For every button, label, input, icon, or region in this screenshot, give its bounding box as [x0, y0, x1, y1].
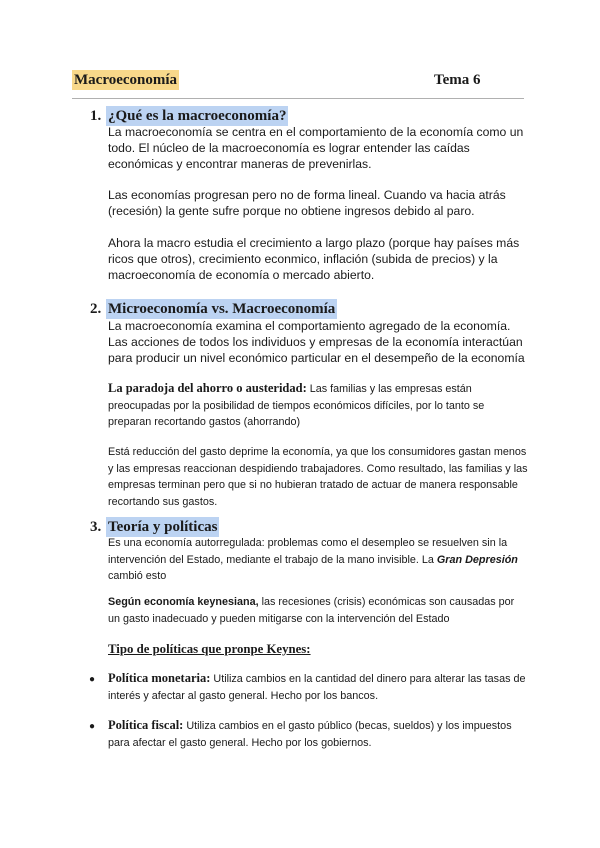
paradox-paragraph — [108, 380, 528, 431]
paradox-term: La paradoja del ahorro o austeridad: — [108, 381, 307, 395]
bullet-monetary-policy — [108, 670, 528, 704]
section-1-title: ¿Qué es la macroeconomía? — [108, 108, 287, 124]
monetary-text: Utiliza cambios en la cantidad del dinero para alterar las tasas de interés y afectar al gasto general. Hecho por los bancos. — [108, 673, 526, 702]
monetary-term: Política monetaria: — [108, 671, 211, 685]
section-2-title: Microeconomía vs. Macroeconomía — [108, 301, 336, 317]
section-1-paragraph-3: Ahora la macro estudia el crecimiento a largo plazo (porque hay países más ricos que otros), crecimiento econmico, inflación (subida de precios) y la macroeconomía de economía o mercado abierto. — [108, 236, 520, 282]
intro-text: Es una economía autorregulada: problemas como el desempleo se resuelven sin la intervención del Estado, mediante el trabajo de la mano invisible. La — [108, 537, 508, 566]
bullet-dot-icon: ● — [89, 674, 96, 685]
intro-text-end: cambió esto — [108, 570, 167, 582]
fiscal-text: Utiliza cambios en el gasto público (becas, sueldos) y los impuestos para afectar el gasto general. Hecho por los gobiernos. — [108, 720, 512, 749]
document-title: Macroeconomía — [74, 72, 178, 88]
effect-paragraph: Está reducción del gasto deprime la economía, ya que los consumidores gastan menos y las empresas reaccionan despidiendo trabajadores. Como resultado, las familias y las empresas terminan pero que si no hubieran tratado de actuar de manera responsable recortando sus gastos. — [108, 446, 528, 508]
bullet-fiscal-policy — [108, 717, 528, 751]
gran-depresion: Gran Depresión — [436, 553, 518, 566]
keynes-text: las recesiones (crisis) económicas son causadas por un gasto inadecuado y pueden mitigarse con la intervención del Estado — [108, 596, 515, 625]
keynes-paragraph — [108, 594, 528, 627]
topic-label: Tema 6 — [434, 72, 481, 88]
section-1-paragraph-1: La macroeconomía se centra en el comportamiento de la economía como un todo. El núcleo de la macroeconomía es lograr entender las caídas económicas y encontrar maneras de prevenirlas. — [108, 125, 524, 171]
bullet-dot-icon: ● — [89, 721, 96, 732]
section-3-intro — [108, 535, 528, 585]
fiscal-term: Política fiscal: — [108, 718, 184, 732]
section-2-number: 2. — [90, 301, 102, 317]
header-divider — [72, 98, 524, 99]
policy-subheading: Tipo de políticas que pronpe Keynes: — [108, 642, 311, 656]
section-3-number: 3. — [90, 519, 102, 535]
keynes-term: Según economía keynesiana, — [108, 596, 259, 608]
paradox-text: Las familias y las empresas están preocupadas por la posibilidad de tiempos económicos difíciles, por lo tanto se preparan recortando gastos (ahorrando) — [108, 383, 485, 428]
section-2-paragraph: La macroeconomía examina el comportamiento agregado de la economía. Las acciones de todos los individuos y empresas de la economía interactúan para producir un nivel económico particular en el desempeño de la economía — [108, 319, 525, 365]
section-3-title: Teoría y políticas — [108, 519, 218, 535]
section-1-paragraph-2: Las economías progresan pero no de forma lineal. Cuando va hacia atrás (recesión) la gente sufre porque no obtiene ingresos debido al paro. — [108, 188, 506, 218]
section-1-number: 1. — [90, 108, 102, 124]
